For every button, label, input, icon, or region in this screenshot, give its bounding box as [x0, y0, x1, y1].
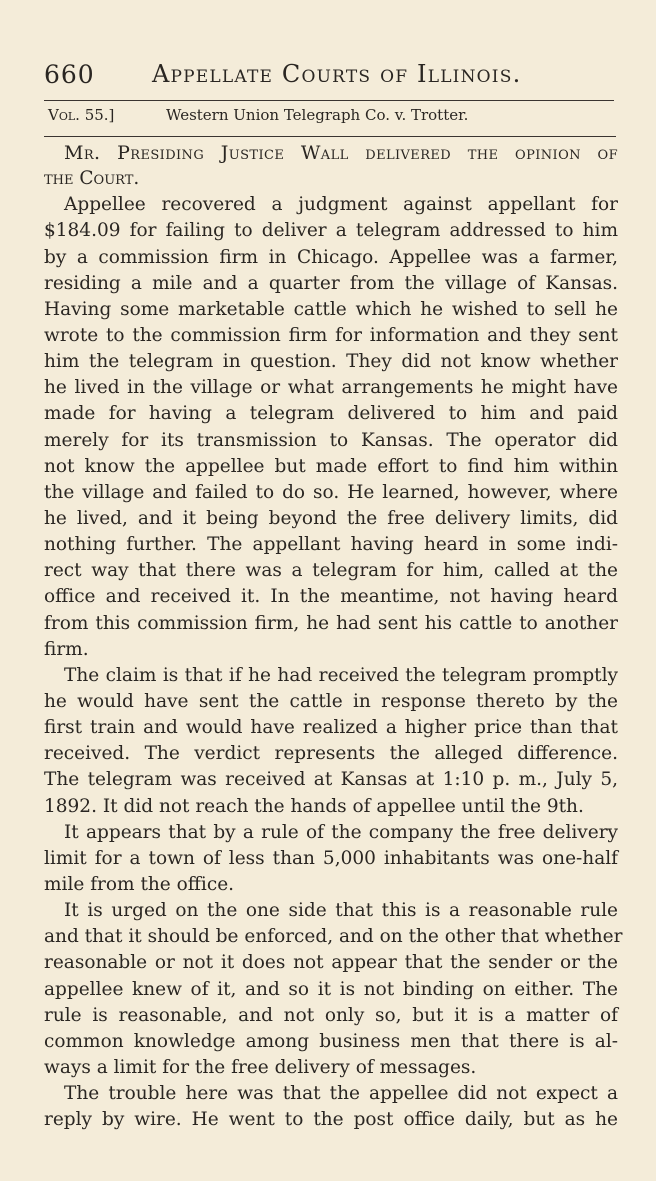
opinion-line: mile from the office.	[44, 873, 235, 895]
opinion-line: Appellee recovered a judgment against appellant for	[64, 194, 618, 216]
header-rule-top	[44, 100, 614, 101]
opinion-line: limit for a town of less than 5,000 inhabitants was one-half	[44, 847, 618, 869]
opinion-line: reply by wire. He went to the post office daily, but as he	[44, 1109, 618, 1131]
opinion-line: he lived in the village or what arrangements he might have	[44, 377, 618, 399]
opinion-line: rect way that there was a telegram for him, called at the	[44, 560, 618, 582]
opinion-line: made for having a telegram delivered to him and paid	[44, 403, 618, 425]
opinion-line: office and received it. In the meantime, not having heard	[44, 586, 618, 608]
running-title: Appellate Courts of Illinois.	[152, 60, 522, 88]
opinion-line: from this commission firm, he had sent his cattle to another	[44, 612, 618, 634]
opinion-line: firm.	[44, 638, 89, 660]
opinion-line: It is urged on the one side that this is a reasonable rule	[64, 900, 618, 922]
running-head	[44, 60, 616, 94]
opinion-line: received. The verdict represents the alleged difference.	[44, 743, 618, 765]
opinion-line: by a commission firm in Chicago. Appellee was a farmer,	[44, 246, 618, 268]
opinion-line: The trouble here was that the appellee did not expect a	[64, 1083, 618, 1105]
opinion-line: he would have sent the cattle in response thereto by the	[44, 690, 618, 712]
opinion-line: The telegram was received at Kansas at 1:10 p. m., July 5,	[44, 769, 618, 791]
opinion-line: Having some marketable cattle which he wished to sell he	[44, 298, 618, 320]
opinion-line: ways a limit for the free delivery of messages.	[44, 1056, 477, 1078]
opinion-line: and that it should be enforced, and on the other that whether	[44, 926, 623, 948]
header-rule-bottom	[44, 136, 616, 137]
opinion-line: It appears that by a rule of the company the free delivery	[64, 821, 618, 843]
case-caption: Western Union Telegraph Co. v. Trotter.	[166, 106, 469, 124]
case-caption-line	[44, 106, 616, 132]
opinion-line: the Court.	[44, 168, 140, 190]
volume-label: Vol. 55.]	[48, 106, 115, 124]
opinion-line: he lived, and it being beyond the free delivery limits, did	[44, 507, 618, 529]
opinion-line: Mr. Presiding Justice Wall delivered the opinion of	[64, 142, 618, 164]
opinion-line: merely for its transmission to Kansas. The operator did	[44, 429, 618, 451]
opinion-line: $184.09 for failing to deliver a telegram addressed to him	[44, 220, 618, 242]
opinion-line: him the telegram in question. They did not know whether	[44, 351, 618, 373]
opinion-line: 1892. It did not reach the hands of appellee until the 9th.	[44, 795, 584, 817]
opinion-line: not know the appellee but made effort to find him within	[44, 455, 618, 477]
opinion-text	[44, 140, 623, 1170]
opinion-line: first train and would have realized a higher price than that	[44, 717, 618, 739]
opinion-line: reasonable or not it does not appear that the sender or the	[44, 952, 618, 974]
opinion-line: nothing further. The appellant having heard in some indi-	[44, 534, 618, 556]
opinion-line: appellee knew of it, and so it is not binding on either. The	[44, 978, 618, 1000]
opinion-line: common knowledge among business men that there is al-	[44, 1030, 618, 1052]
opinion-line: rule is reasonable, and not only so, but it is a matter of	[44, 1004, 618, 1026]
opinion-line: The claim is that if he had received the telegram promptly	[64, 664, 618, 686]
opinion-line: wrote to the commission firm for information and they sent	[44, 324, 618, 346]
opinion-line: the village and failed to do so. He learned, however, where	[44, 481, 618, 503]
opinion-line: residing a mile and a quarter from the village of Kansas.	[44, 272, 618, 294]
page-number: 660	[44, 60, 95, 89]
